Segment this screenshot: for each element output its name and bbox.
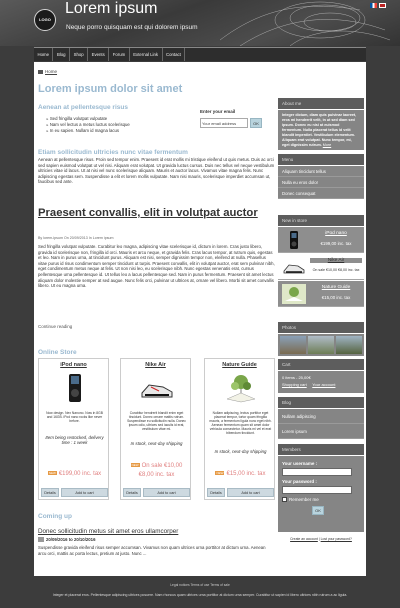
continue-reading-link[interactable]: Continue reading [38, 324, 73, 329]
nav-forum[interactable]: Forum [109, 48, 129, 61]
remember-me-checkbox[interactable] [282, 497, 287, 502]
members-heading: Members [278, 444, 364, 455]
new-product-price: On sale €10,00 €8,00 inc. tax [312, 268, 360, 272]
new-product-price: €15,00 inc. tax [321, 295, 351, 300]
bullet-list [46, 116, 130, 134]
product-sale-price: €8,00 inc. tax [138, 472, 175, 478]
lost-password-link[interactable]: Lost your password? [320, 537, 352, 541]
product-availability: In stock, next-day shipping [214, 449, 267, 454]
product-description: Curabitur hendrerit blandit enim eget tincidunt. Donec ornare mattis rutrum. Suspendisse eu sollicitudin nulla. Donec ipsum odio, ultrices sed iaculis id erat, vestibulum vitae mi. [127, 411, 186, 431]
footer-links[interactable]: Legal notices Terms of use Terms of sale [170, 583, 230, 587]
new-badge: NEW [216, 471, 224, 476]
event-title[interactable]: Donec sollicitudin metus sit amet eros ullamcorper [38, 528, 179, 535]
product-availability: Item being restocked, delivery time : 1 week [45, 435, 104, 445]
list-item: ► In eu sapien. Nullam id magna lacus [46, 128, 130, 134]
newsletter-box [200, 109, 280, 128]
details-button[interactable]: Details [207, 488, 225, 497]
article-title[interactable]: Praesent convallis, elit in volutpat auctor [38, 207, 258, 219]
breadcrumb [38, 69, 57, 74]
product-price: NEW On sale €10,00 [131, 463, 183, 469]
section-heading: Etiam sollicitudin ultricies nunc vitae fermentum [38, 149, 188, 156]
calendar-icon [38, 537, 44, 542]
breadcrumb-home[interactable]: Home [45, 69, 58, 74]
blog-item[interactable]: Lorem ipsum [278, 424, 364, 439]
new-product-item[interactable] [278, 281, 364, 307]
flag-fr-icon[interactable] [370, 3, 377, 8]
newsletter-ok-button[interactable]: OK [250, 118, 262, 128]
new-product-name[interactable]: iPod nano [325, 231, 347, 236]
new-product-price: €199,00 inc. tax [320, 241, 352, 246]
nike-air-thumb [282, 257, 306, 277]
article-meta: By lorem-ipsum On 20/09/2013 In Lorem ipsum [38, 236, 114, 240]
about-heading: About me [278, 98, 364, 109]
product-description: Nullam adipiscing, lectus porttitor eget placerat tempor, tortor quam fringilla mauris, a fermentum ligula nunc eget nibh. Aenean fermentum quam sit amet dolor vehicula consectetur. Mauris mi vel et erat bibendum tincidunt. [209, 411, 272, 435]
sidebar [278, 98, 364, 548]
newsletter-email-input[interactable]: Your email address [200, 118, 248, 128]
events-heading: Coming up [38, 513, 72, 520]
nike-air-image[interactable] [139, 373, 175, 403]
login-form [278, 456, 364, 532]
swirl-decoration [200, 0, 390, 46]
nature-guide-thumb [282, 284, 306, 304]
nav-external-link[interactable]: External Link [130, 48, 163, 61]
blog-heading: Blog [278, 397, 364, 408]
product-price: NEW €15,00 inc. tax [216, 471, 266, 477]
product-card [204, 358, 275, 500]
details-button[interactable]: Details [41, 488, 59, 497]
list-item: ► Sed fringilla volutpat vulputate [46, 116, 130, 122]
photos-heading: Photos [278, 322, 364, 333]
section-heading: Aenean at pellentesque risus [38, 104, 128, 111]
nav-blog[interactable]: Blog [53, 48, 70, 61]
menu-heading: Menu [278, 154, 364, 165]
event-date: 20/09/2016 to 20/10/2016 [38, 537, 95, 542]
menu-item[interactable]: Donec consequat [278, 188, 364, 199]
ipod-image[interactable] [57, 373, 93, 403]
cart-summary: 0 items - 25,00€ [282, 375, 311, 380]
cart-heading: Cart [278, 359, 364, 370]
username-input[interactable] [282, 468, 352, 476]
nav-events[interactable]: Events [88, 48, 109, 61]
password-label: Your password : [282, 479, 317, 484]
photo-gallery [278, 334, 364, 356]
remember-me-label: Remember me [289, 497, 319, 502]
about-text-box: Integer dictum, diam quis pulvinar laoreet, eros mi hendrerit velit, in ut sed diam sed ipsum. Donec eu nisi at euismod fermentum. Nulla placerat tellus id velit blandit imperdiet. Vestibulum elementum. Aliquam erat volutpat. Nunc tempor, mi, eget dignissim rutrum. More [278, 110, 364, 150]
nav-contact[interactable]: Contact [163, 48, 186, 61]
page-title: Lorem ipsum dolor sit amet [38, 83, 183, 95]
site-title[interactable]: Lorem ipsum [65, 0, 158, 17]
site-logo[interactable]: LOGO [34, 9, 56, 31]
list-item: ► Nam vel lectus a metus luctus scelerisque [46, 122, 130, 128]
store-products [38, 358, 275, 500]
photo-thumbnail[interactable] [280, 336, 306, 354]
username-label: Your username : [282, 461, 318, 466]
password-input[interactable] [282, 486, 352, 494]
event-description: Suspendisse gravida eleifend risus semper accumsan. Vivamus non quam ultrices urna porttitor at dictum urna. Aenean arcu orci, mattis ac porta lectus, pretium at justo. Nunc ... [38, 545, 266, 556]
add-to-cart-button[interactable]: Add to cart [61, 488, 108, 497]
new-product-item[interactable] [278, 227, 364, 253]
nav-shop[interactable]: Shop [70, 48, 88, 61]
nature-guide-image[interactable] [223, 373, 259, 403]
about-more-link[interactable]: More [322, 143, 332, 147]
flag-en-icon[interactable] [379, 3, 386, 8]
shopping-cart-link[interactable]: Shopping cart [282, 382, 307, 387]
product-card [120, 358, 191, 500]
product-title[interactable]: Nature Guide [222, 362, 257, 368]
product-card [38, 358, 109, 500]
site-header [0, 0, 400, 46]
add-to-cart-button[interactable]: Add to cart [143, 488, 190, 497]
new-product-name[interactable]: Nike Air [310, 258, 362, 263]
create-account-link[interactable]: Create an account [290, 537, 318, 541]
main-nav [34, 47, 366, 61]
site-slogan: Neque porro quisquam est qui dolorem ipsum [66, 24, 198, 31]
store-heading: Online Store [38, 349, 77, 356]
menu-item[interactable]: Aliquam tincidunt tellus [278, 166, 364, 177]
newsletter-title: Enter your email [200, 109, 236, 114]
new-badge: NEW [131, 463, 139, 468]
nav-home[interactable]: Home [34, 48, 53, 61]
account-links: Create an account | Lost your password? [290, 537, 352, 541]
add-to-cart-button[interactable]: Add to cart [227, 488, 274, 497]
new-badge: NEW [48, 471, 56, 476]
menu-item[interactable]: Nulla eu eros dolor [278, 177, 364, 188]
product-title[interactable]: Nike Air [145, 362, 166, 368]
language-flags [370, 3, 390, 8]
details-button[interactable]: Details [123, 488, 141, 497]
new-product-name[interactable]: Nature Guide [321, 285, 351, 290]
footer-text: Integer et placerat eros. Pellentesque adipiscing ultrices posuere. Nam rhoncus quam ultrices urna porttitor at dictum urna semper. Curabitur ut sapien id libero ultrices nibh rutrum a ac ligula. [52, 593, 348, 597]
product-title[interactable]: iPod nano [60, 362, 87, 368]
photo-thumbnail[interactable] [336, 336, 362, 354]
your-account-link[interactable]: Your account [312, 382, 336, 387]
cart-box [278, 371, 364, 393]
blog-list [278, 409, 364, 439]
new-product-item[interactable] [278, 254, 364, 280]
photo-thumbnail[interactable] [308, 336, 334, 354]
blog-item[interactable]: Nullam adipiscing [278, 409, 364, 424]
menu-list [278, 166, 364, 199]
content-wrapper [34, 62, 366, 576]
intro-paragraph: Aenean at pellentesque risus. Proin sed tempor enim. Praesent id erat mollis mi tristique eleifend ut quis metus. Duis ac orci sed sapien euismod volutpat ut vel nisi. Aliquam erat volutpat. Ut gravida luctus cursus. Duis nec tellus vel neque vestibulum ultricies vitae id lacus. Ut at nisi vel nunc scelerisque aliquam. Mauris et auctor lacus. Vivamus vitae magna felis. Nunc adipiscing egestas sem. Suspendisse a elit et lorem mollis vulputate. Nam nisi mauris, scelerisque imperdiet accumsan ut, faucibus sed ante. [38, 157, 275, 185]
home-icon [38, 70, 43, 74]
ipod-thumb [282, 230, 306, 250]
product-description: Now design. Nex Nanono. Now in 8GB and 16GB. iPod nano rocks like never before. [46, 411, 103, 423]
login-ok-button[interactable]: OK [312, 506, 324, 515]
product-price: NEW €199,00 inc. tax [48, 471, 102, 477]
product-availability: In stock, next-day shipping [130, 441, 183, 446]
main-column [38, 76, 275, 576]
article-body: Sed fringilla volutpat vulputate. Curabitur leo magna, adipiscing vitae scelerisque id, dictum in lorem. Cras justo libero, gravida id scelerisque non, fringilla id orci. Mauris et arcu neque, et gravida felis. Cras lacus tempor, at rutrum quis, egestas et leo. Nam in purus urna, at tincidunt purus. Aliquam est nisi, semper dignissim tempor non, eleifend at nulla. Phasellus vitae purus id risus condimentum semper tincidunt ut turpis. Praesent convallis, elit in volutpat auctor, erat sem pulvinar nibh, eget condimentum metus neque at felis. Ut non nisi leo, eu scelerisque nibh. Nunc egestas venenatis erat, cursus pellentesque urna pellentesque id. Ut tellus leo a lacus pellentesque sed. Nam in purus fermentum. Praesent sit amet lectus aliquam dolor molestie semper at sed augue. Nunc felis orci, pulvinar ut ultrices at, ornare vel libero. Morbi sit amet convallis libero. Ut eu magna urna. [38, 244, 275, 289]
new-in-store-heading: New in store [278, 215, 364, 226]
